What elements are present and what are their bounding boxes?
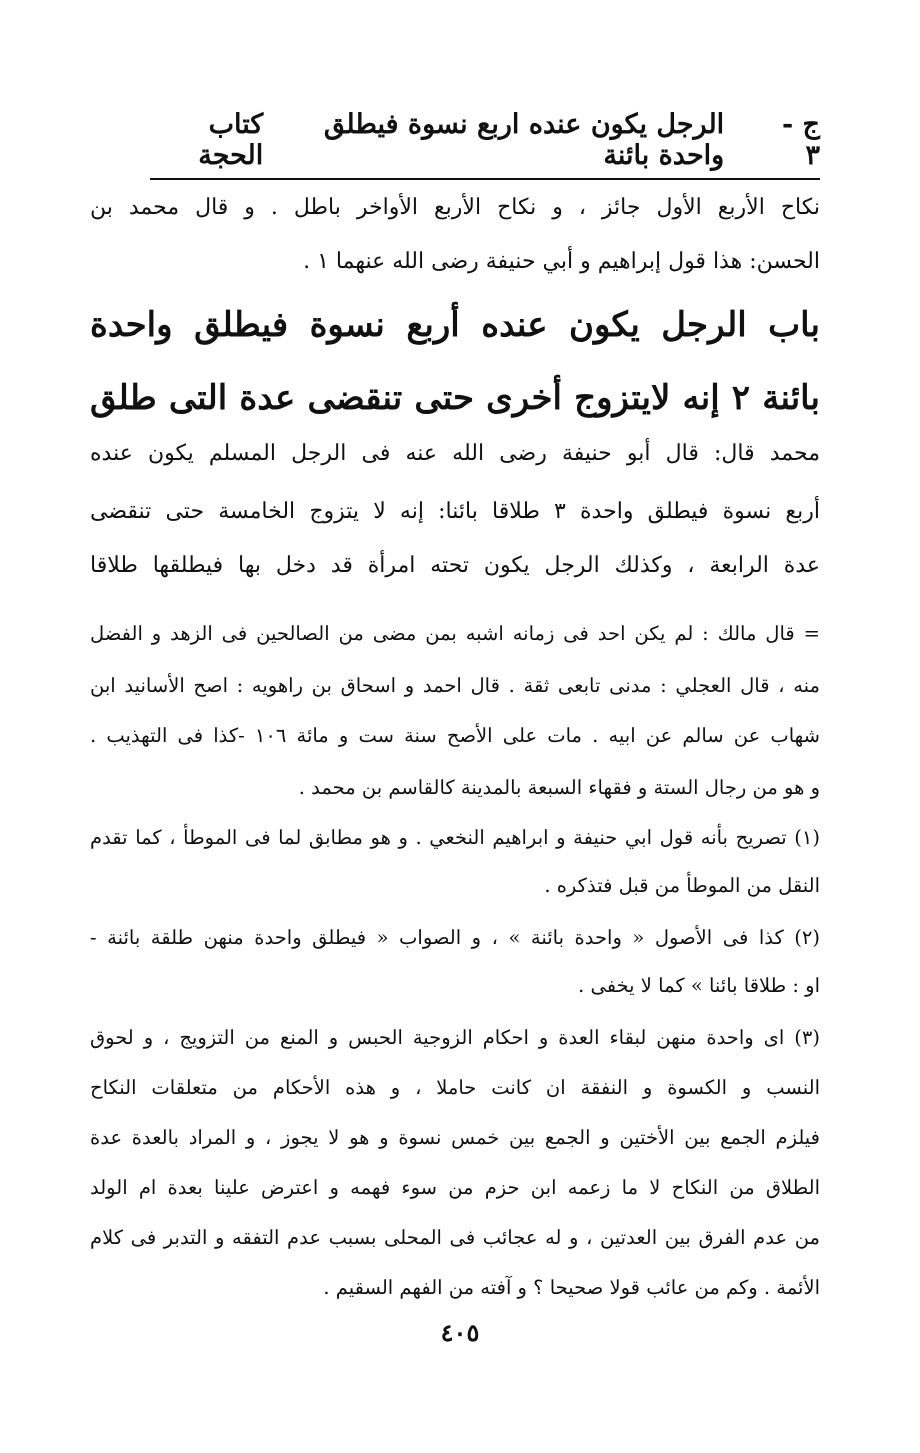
body-line: نكاح الأربع الأول جائز ، و نكاح الأربع الأواخر باطل . و قال محمد بن [90, 195, 820, 220]
header-rule [150, 178, 820, 180]
header-book-title: كتاب الحجة [198, 109, 264, 171]
page-number: ٤٠٥ [440, 1318, 480, 1347]
body-line: أربع نسوة فيطلق واحدة ٣ طلاقا بائنا: إنه لا يتزوج الخامسة حتى تنقضى [90, 499, 820, 524]
section-title-line: باب الرجل يكون عنده أربع نسوة فيطلق واحدة [90, 305, 820, 345]
footnote-line: النقل من الموطأ من قبل فتذكره . [544, 874, 820, 897]
footnote-line: او : طلاقا بائنا » كما لا يخفى . [578, 974, 820, 997]
footnote-line: شهاب عن سالم عن ابيه . مات على الأصح سنة ست و مائة ١٠٦ -كذا فى التهذيب . [90, 724, 820, 747]
body-line: محمد قال: قال أبو حنيفة رضى الله عنه فى الرجل المسلم يكون عنده [90, 441, 820, 466]
body-line: عدة الرابعة ، وكذلك الرجل يكون تحته امرأة قد دخل بها فيطلقها طلاقا [90, 553, 820, 578]
footnote-line: و هو من رجال الستة و فقهاء السبعة بالمدينة كالقاسم بن محمد . [298, 776, 820, 799]
footnote-line: الطلاق من النكاح لا ما زعمه ابن حزم من سوء فهمه و اعترض علينا بعدة ام الولد [90, 1176, 820, 1199]
footnote-line: (٣) اى واحدة منهن لبقاء العدة و احكام الزوجية الحبس و المنع من التزويج ، و لحوق [90, 1026, 820, 1049]
footnote-line: الأئمة . وكم من عائب قولا صحيحا ؟ و آفته من الفهم السقيم . [323, 1276, 820, 1299]
section-title-line: بائنة ٢ إنه لايتزوج أخرى حتى تنقضى عدة التى طلق [90, 378, 820, 418]
footnote-line: (٢) كذا فى الأصول « واحدة بائنة » ، و الصواب « فيطلق واحدة منهن طلقة بائنة - [90, 926, 820, 949]
footnote-line: منه ، قال العجلي : مدنى تابعى ثقة . قال احمد و اسحاق بن راهويه : اصح الأسانيد ابن [90, 674, 820, 697]
footnote-line: النسب و الكسوة و النفقة ان كانت حاملا ، و هذه الأحكام من متعلقات النكاح [90, 1076, 820, 1099]
footnote-line: فيلزم الجمع بين الأختين و الجمع بين خمس نسوة و هو لا يجوز ، و المراد بالعدة عدة [90, 1126, 820, 1149]
header-chapter-title: الرجل يكون عنده اربع نسوة فيطلق واحدة بائنة [323, 109, 725, 171]
header-volume: ج - ٣ [781, 109, 820, 171]
running-header [150, 110, 820, 170]
footnote-line: من عدم الفرق بين العدتين ، و له عجائب فى المحلى بسبب عدم التفقه و التدبر فى كلام [90, 1226, 820, 1249]
body-line: الحسن: هذا قول إبراهيم و أبي حنيفة رضى الله عنهما ١ . [303, 249, 820, 274]
footnote-line: = قال مالك : لم يكن احد فى زمانه اشبه بمن مضى من الصالحين فى الزهد و الفضل [90, 622, 820, 645]
footnote-line: (١) تصريح بأنه قول ابي حنيفة و ابراهيم النخعي . و هو مطابق لما فى الموطأ ، كما تقدم [90, 826, 820, 849]
